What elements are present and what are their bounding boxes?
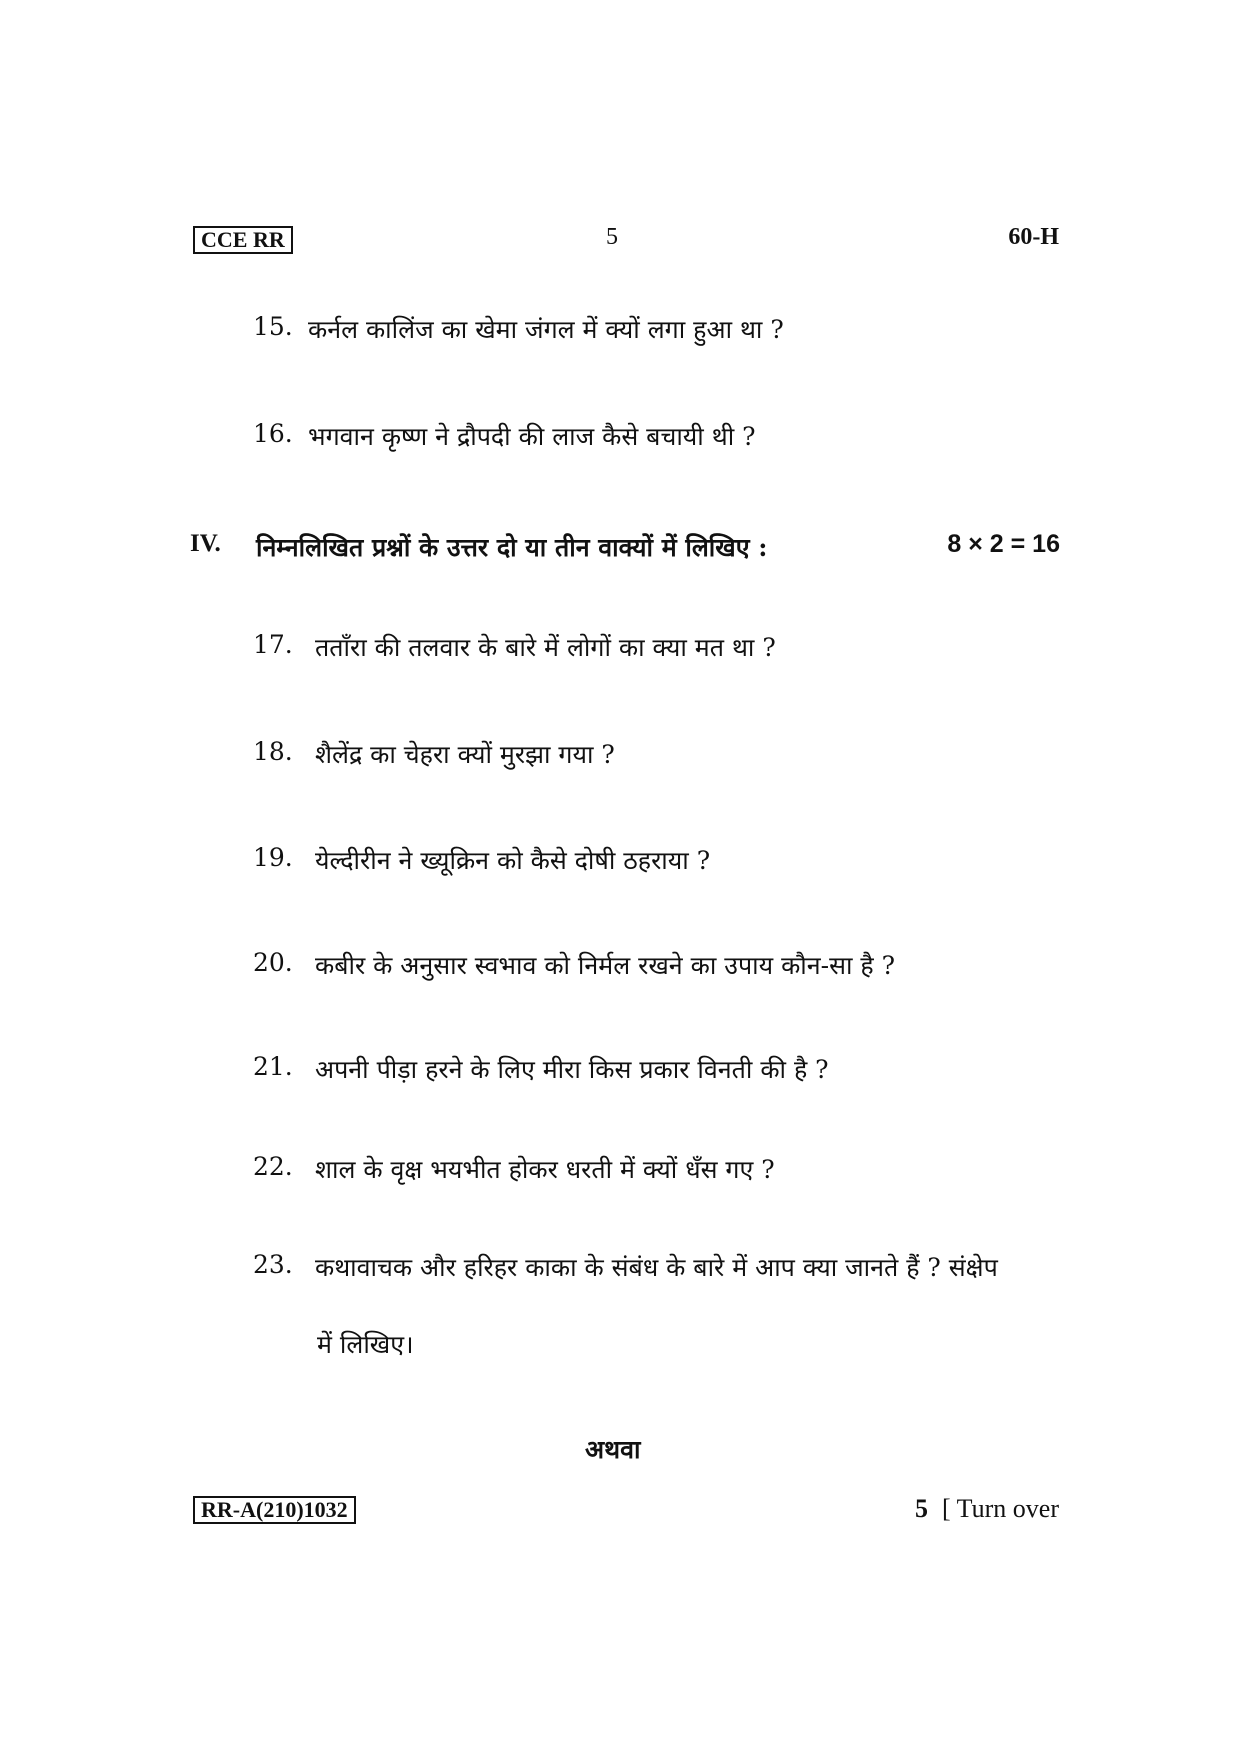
question-text: शैलेंद्र का चेहरा क्यों मुरझा गया ? — [315, 740, 615, 769]
question-text: तताँरा की तलवार के बारे में लोगों का क्या मत था ? — [315, 633, 776, 662]
question-text: येल्दीरीन ने ख्यूक्रिन को कैसे दोषी ठहराया ? — [315, 846, 711, 875]
question-number: 21. — [253, 1052, 293, 1081]
question-text: कर्नल कालिंज का खेमा जंगल में क्यों लगा हुआ था ? — [308, 315, 784, 344]
question-number: 17. — [253, 630, 293, 659]
header-code-box: CCE RR — [193, 226, 293, 254]
question-text: शाल के वृक्ष भयभीत होकर धरती में क्यों धँस गए ? — [315, 1155, 775, 1184]
question-number: 15. — [253, 312, 293, 341]
question-text: अपनी पीड़ा हरने के लिए मीरा किस प्रकार विनती की है ? — [315, 1055, 829, 1084]
question-number: 16. — [253, 419, 293, 448]
question-23-continuation: में लिखिए। — [317, 1330, 414, 1359]
question-number: 18. — [253, 737, 293, 766]
or-label: अथवा — [585, 1435, 641, 1464]
header-paper-code: 60-H — [1008, 224, 1059, 250]
question-number: 19. — [253, 843, 293, 872]
section-roman-numeral: IV. — [190, 530, 221, 557]
question-text: कबीर के अनुसार स्वभाव को निर्मल रखने का उपाय कौन-सा है ? — [315, 951, 896, 980]
turn-over-label: [ Turn over — [941, 1494, 1059, 1523]
question-text: भगवान कृष्ण ने द्रौपदी की लाज कैसे बचायी थी ? — [308, 422, 756, 451]
section-instruction: निम्नलिखित प्रश्नों के उत्तर दो या तीन वाक्यों में लिखिए : — [256, 533, 768, 562]
footer-right — [915, 1494, 1059, 1524]
question-number: 22. — [253, 1152, 293, 1181]
header-page-number: 5 — [606, 224, 618, 250]
section-marks: 8 × 2 = 16 — [947, 530, 1060, 558]
footer-code-box: RR-A(210)1032 — [193, 1496, 356, 1524]
footer-page-number: 5 — [914, 1494, 928, 1523]
question-number: 20. — [253, 948, 293, 977]
question-number: 23. — [253, 1250, 293, 1279]
question-text: कथावाचक और हरिहर काका के संबंध के बारे में आप क्या जानते हैं ? संक्षेप — [315, 1253, 998, 1282]
